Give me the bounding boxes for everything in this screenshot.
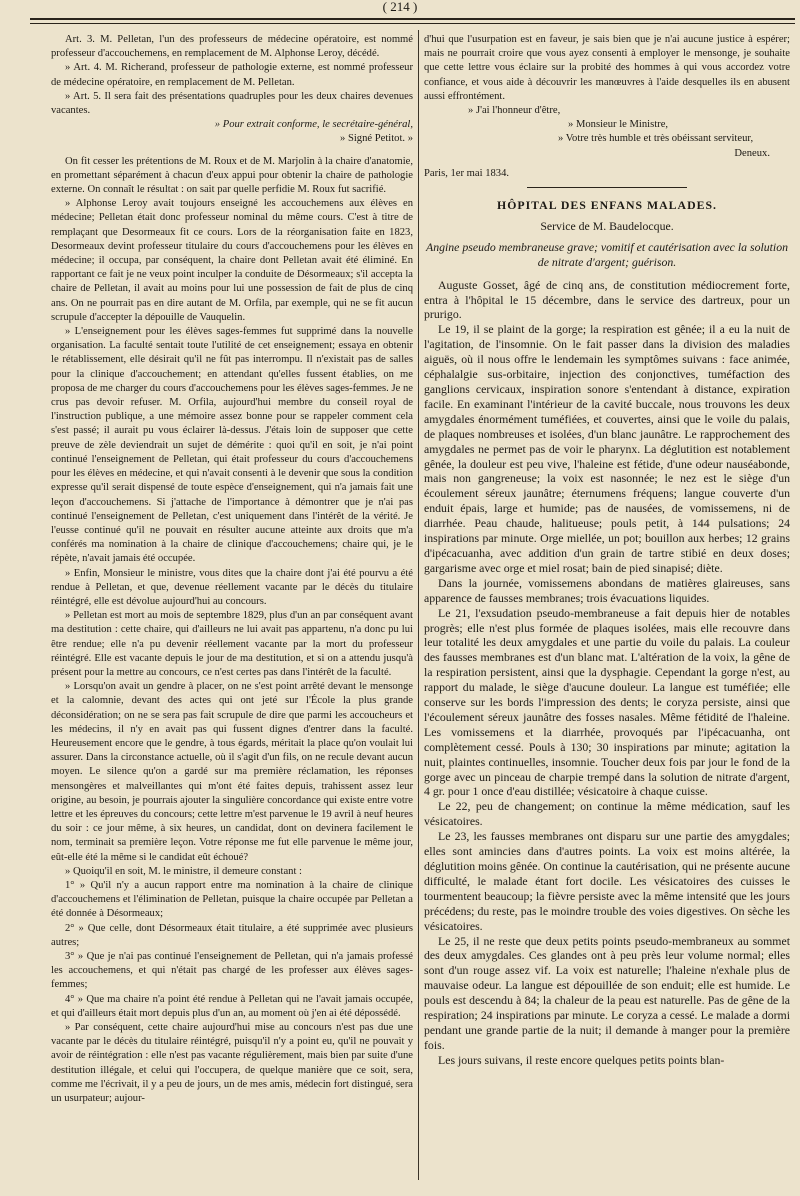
article-5: » Art. 5. Il sera fait des présentations quadruples pour les deux chaires devenues vacantes. [51,90,413,117]
body-paragraph: » Pelletan est mort au mois de septembre 1829, plus d'un an par conséquent avant ma destitution : cette chaire, qui d'ailleurs ne lui avait pas appartenu, n'a donc pu lui être rendue; elle n'a pu devenir réellement vacante par la mort du professeur réintégré. Elle est vacante depuis le jour de ma destitution, et si on a attendu jusqu'à présent pour la mettre au concours, ce n'est certes pas dans l'intérêt de la faculté. [51,610,413,678]
article-4: » Art. 4. M. Richerand, professeur de pathologie externe, est nommé professeur de médecine opératoire, en remplacement de M. Pelletan. [51,62,413,88]
right-column [424,33,790,1068]
case-paragraph: Les jours suivans, il reste encore quelques petits points blan- [438,1052,725,1067]
service-title: Service de M. Baudelocque. [540,218,674,233]
dateline: Paris, 1er mai 1834. [424,167,510,179]
header-rule [30,18,795,24]
case-title: Angine pseudo membraneuse grave; vomitif et cautérisation avec la solution de nitrate d'argent; guérison. [425,239,789,269]
body-paragraph: » L'enseignement pour les élèves sages-femmes fut supprimé dans la nouvelle organisation. La faculté sentait toute l'utilité de cet enseignement; essaya en obtenir le rétablissement, elle désirait qu'il ne fût pas interrompu. Il n'existait pas de salles pour la clinique d'accouchement; en attendant qu'elles fussent établies, on me proposa de me charger du cours d'accouchemens pour les élèves sages-femmes. Je ne crus pas devoir refuser. M. Orfila, aujourd'hui membre du conseil royal de l'instruction publique, a une mémoire assez bonne pour se rappeler comment cela s'est passé; il aurait pu vous éclairer là-dessus. J'étais loin de supposer que cette preuve de zèle deviendrait un sujet de démérite : quoi qu'il en soit, je n'ai point continué l'enseignement de Pelletan, qui était professeur du cours d'accouchemens pour les élèves en médecine, et qui n'avait consenti à le devenir que sous la condition expresse qu'il serait dispensé de toute espèce d'enseignement, qui n'a jamais fait une leçon d'accouchemens. Si j'attache de l'importance à démontrer que je n'ai pas continué l'enseignement de Pelletan, c'est uniquement dans l'intérêt de la vérité. Je l'eusse continué qu'il ne pouvait en résulter aucune atteinte aux droits que m'a conférés ma nomination à la chaire de clinique d'accouchemens; chaire qui, je le répète, n'avait jamais été occupée. [51,326,413,565]
closing-line: » Votre très humble et très obéissant serviteur, [558,133,754,145]
closing-line: » J'ai l'honneur d'être, [468,105,561,117]
body-paragraph: » Quoiqu'il en soit, M. le ministre, il demeure constant : [65,865,302,877]
section-title: HÔPITAL DES ENFANS MALADES. [497,198,717,213]
extract-line: » Pour extrait conforme, le secrétaire-général, [214,119,413,131]
section-divider [527,187,687,188]
body-paragraph: On fit cesser les prétentions de M. Roux et de M. Marjolin à la chaire d'anatomie, en promettant séparément à chacun d'eux appui pour obtenir la chaire de pathologie externe. On connaît le résultat : on sait par quelle perfidie M. Roux fut sacrifié. [51,155,413,196]
case-paragraph: Le 23, les fausses membranes ont disparu sur une partie des amygdales; elles sont amincies dans d'autres points. La voix est moins altérée, la déglutition moins gênée. On continue la cautérisation, qui ne présente aucune difficulté, le malade étant fort docile. Les vésicatoires des cuisses le tourmentent beaucoup; la fièvre persiste avec la même intensité que les jours précédens; du reste, pas le moindre trouble des voies digestives. On sèche les vésicatoires. [424,829,790,933]
list-item: 4° » Que ma chaire n'a point été rendue à Pelletan qui ne l'avait jamais occupée, et qui d'ailleurs était mort depuis plus d'un an, au moment où j'en ai été dépossédé. [51,993,413,1019]
case-paragraph: Le 19, il se plaint de la gorge; la respiration est gênée; il a eu la nuit de l'agitation, de l'insomnie. On le fait passer dans la division des maladies aiguës, où il nous offre le lendemain les symptômes suivans : face animée, céphalalgie sus-orbitaire, injection des conjonctives, tuméfaction des ganglions cervicaux, inspiration sonore s'entendant à distance, expiration facile. En examinant l'intérieur de la cavité buccale, nous trouvons les deux amygdales énormément tuméfiées, et couvertes, ainsi que le voile du palais, de plaques nombreuses et isolées, d'un blanc jaunâtre. Le rapprochement des amygdales ne permet pas de voir le pharynx. La déglutition est notablement gênée, la douleur est peu vive, l'haleine est fétide, d'une odeur nauséabonde, mais non gangreneuse; la voix est nasonnée; le nez est le siège d'un écoulement séreux jaunâtre; éternumens fréquens; langue couverte d'un enduit épais, large et humide; pas de nausées, de vomissemens, ni de diarrhée. Peau chaude, halitueuse; pouls petit, à 144 pulsations; 24 inspirations par minute. Orge miellée, un pot; bouillon aux herbes; 12 grains d'ipécacuanha, avec addition d'un grain de tartre stibié en deux doses; gargarisme avec orge et miel rosat; bain de pied sinapisé; diète. [424,322,790,575]
body-paragraph: » Enfin, Monsieur le ministre, vous dites que la chaire dont j'ai été pourvu a été rendue à Pelletan, et que, devenue réellement vacante par le décès du titulaire réintégré, elle est dévolue aujourd'hui au concours. [51,567,413,607]
body-paragraph: » Par conséquent, cette chaire aujourd'hui mise au concours n'est pas due une vacante par le décès du titulaire réintégré, puisqu'il n'y a point eu, qu'il ne pouvait y avoir de réintégration : elle n'est pas vacante régulièrement, mais bien par suite d'une destitution illégale, et celui qui l'occupera, de quelque manière que ce soit, sera, comme me l'écrivait, il y a peu de jours, un de mes amis, médecin fort distingué, sera un usurpateur; aujour- [51,1022,413,1105]
case-paragraph: Auguste Gosset, âgé de cinq ans, de constitution médiocrement forte, entra à l'hôpital le 15 décembre, dans le service des dartreux, pour un prurigo. [424,277,790,322]
case-paragraph: Le 25, il ne reste que deux petits points pseudo-membraneux au sommet des deux amygdales. Ces glandes ont à peu près leur volume normal; elles sont d'un rouge assez vif. La voix est naturelle; l'haleine n'exhale plus de mauvaise odeur. La langue est dépouillée de son enduit; elle est humide. Le pouls est descendu à 84; la chaleur de la peau est naturelle. Pas de gêne de la respiration; 24 inspirations par minute. Le coryza a cessé. Le malade a dormi pendant une grande partie de la nuit; il demande à manger pour la première fois. [424,933,790,1052]
list-item: 1° » Qu'il n'y a aucun rapport entre ma nomination à la chaire de clinique d'accouchemens et l'élimination de Pelletan, puisque la chaire occupée par Pelletan a été donnée à Désormeaux; [51,879,413,920]
case-paragraph: Dans la journée, vomissemens abondans de matières glaireuses, sans apparence de fausses membranes; trois évacuations liquides. [424,575,790,605]
case-paragraph: Le 22, peu de changement; on continue la même médication, sauf les vésicatoires. [424,799,790,829]
closing-line: » Monsieur le Ministre, [568,119,669,131]
body-paragraph: » Lorsqu'on avait un gendre à placer, on ne s'est point arrêté devant le mensonge et la calomnie, devant des actes qui ont jeté sur l'École la plus grande déconsidération; on ne se sera pas fait scrupule de dire que parmi les accoucheurs et les médecins, il n'y en avait pas qui fussent dignes d'entrer dans la faculté. Heureusement encore que le gendre, à tous égards, méritait la place qu'on voulait lui assurer. Dans la circonstance actuelle, où il s'agit d'un fils, on ne recule devant aucun moyen. Le silence qu'on a gardé sur ma première réclamation, les réponses mensongères et malveillantes qui m'ont été faites depuis, trahissent assez leur origine, au besoin, je pourrais ajouter la singulière concordance qui existe entre votre lettre et les épreuves du concours; cette lettre m'est parvenue le 19 avril à neuf heures du soir : ce jour même, à six heures, un candidat, dont on devinera facilement le nom, terminait sa première leçon. Votre réponse me fut elle parvenue le même jour, eût-elle été la même si le candidat eût échoué? [51,681,413,863]
left-column [51,33,413,1106]
article-3: Art. 3. M. Pelletan, l'un des professeurs de médecine opératoire, est nommé professeur d'accouchemens, en remplacement de M. Alphonse Leroy, décédé. [51,34,413,60]
case-paragraph: Le 21, l'exsudation pseudo-membraneuse a fait depuis hier de notables progrès; elle n'est plus formée de plaques isolées, mais elle recouvre dans leur totalité les deux amygdales et une partie du voile du palais. La couleur des fausses membranes est d'un blanc mat. L'altération de la voix, la gêne de la respiration persistent, ainsi que la dysphagie. Cependant la gorge n'est, au rapport du malade, le siège d'aucune douleur. La langue est tuméfiée; elle conserve sur les bords l'impression des dents; le coryza persiste, ainsi que l'écoulement séreux jaunâtre des fosses nasales. Même fétidité de l'haleine. Les vomissemens et la diarrhée, provoqués par l'ipécacuanha, ont complètement cessé. Pouls à 130; 30 inspirations par minute; agitation la nuit, plaintes continuelles, insomnie. Toucher deux fois par jour le fond de la gorge avec un pinceau de charpie trempé dans la solution de nitrate d'argent, 4 gr. pour 1 once d'eau distillée; vésicatoire à chaque cuisse. [424,605,790,799]
list-item: 3° » Que je n'ai pas continué l'enseignement de Pelletan, qui n'a jamais professé les accouchemens, et qui n'était pas chargé de les professer aux élèves sages-femmes; [51,951,413,991]
column-separator [418,30,419,1180]
signature: Deneux. [734,147,770,159]
list-item: 2° » Que celle, dont Désormeaux était titulaire, a été supprimée avec plusieurs autres; [51,922,413,948]
body-paragraph: » Alphonse Leroy avait toujours enseigné les accouchemens aux élèves en médecine; Pelletan était donc professeur nominal du même cours. C'est à titre de remplaçant que Desormeaux fit ce cours. Lors de la réorganisation faite en 1823, Desormeaux devint professeur titulaire du cours d'accouchemens pour les élèves en médecine; il occupa, par conséquent, la chaire dont Pelletan avait été éliminé. En rapportant ce fait je ne veux point inculper la conduite de Désormeaux; s'il accepta la chaire de Pelletan, il avait au moins pour lui une possession de fait de plus de cinq ans. On ne pourrait pas en dire autant de M. Orfila, par exemple, qui ne se fit aucun scrupule d'accepter la dépouille de Vauquelin. [51,198,413,323]
letter-end: d'hui que l'usurpation est en faveur, je sais bien que je n'ai aucune justice à espérer; mais ne pourrait croire que vous ayez consenti à employer le mensonge, je souhaite que cette lettre vous éclaire sur la probité des hommes à qui vous accordez votre confiance, et vous aide à découvrir les manœuvres à l'aide desquelles ils en abusent aussi effrontément. [424,34,790,102]
page-number: ( 214 ) [382,0,418,14]
signed-line: » Signé Petitot. » [340,133,413,145]
